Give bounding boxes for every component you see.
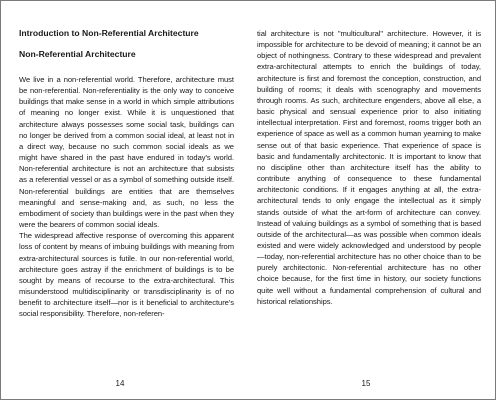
right-page <box>249 1 495 399</box>
chapter-title: Introduction to Non-Referential Architecture <box>19 28 199 38</box>
right-page-text-block <box>257 28 481 307</box>
page-number: 14 <box>115 379 125 388</box>
left-page-text-block <box>19 28 234 319</box>
body-paragraph: We live in a non-referential world. Therefore, architecture must be non-referential. Non-referentiality is the only way to conceive buildings that make sense in a world in which simple attributions of meaning no longer exist. While it is unquestioned that architecture always possesses some social task, buildings can no longer be derived from a common social ideal, at least not in a direct way, because no such common social ideals as we might have shared in the past have endured in today's world. Non-referential architecture is not an architecture that subsists as a referential vessel or as a symbol of something outside itself. Non-referential buildings are entities that are themselves meaningful and sense-making and, as such, no less the embodiment of society than buildings were in the past when they were the bearers of common social ideals. <box>19 75 234 230</box>
page-number: 15 <box>361 379 371 388</box>
body-paragraph: tial architecture is not "multicultural" architecture. However, it is impossible for architecture to be devoid of meaning; it cannot be an object of nothingness. Contrary to these widespread and prevalent extra-architectural attempts to enrich the buildings of today, architecture is first and foremost the conception, construction, and building of rooms; it deals with scenography and movements through rooms. As such, architecture engenders, above all else, a basic physical and sensual experience prior to also initiating intellectual interpretation. First and foremost, rooms trigger both an experience of space as well as a common human yearning to make sense out of that basic experience. That experience of space is basic and fundamentally architectonic. It is important to know that no discipline other than architecture itself has the ability to contribute anything of consequence to these fundamental architectonic conditions. If it engages anything at all, the extra-architectural tends to only engage the intellectual as it simply stands outside of what the art-form of architecture can convey. Instead of valuing buildings as a symbol of something that is based outside of the architectural—as was possible when common ideals existed and were widely acknowledged and understood by people—today, non-referential architecture has no other choice than to be purely architectonic. Non-referential architecture has no other choice because, for the first time in history, our society functions quite well without a fundamental comprehension of cultural and historical relationships. <box>257 29 481 306</box>
body-paragraph: The widespread affective response of overcoming this apparent loss of content by means of imbuing buildings with meaning from extra-architectural sources is futile. In our non-referential world, architecture goes astray if the enrichment of buildings is to be sought by means of recourse to the extra-architectural. This misunderstood multidisciplinarity or transdisciplinarity is of no benefit to architecture itself—nor is it beneficial to architecture's social responsibility. Therefore, non-referen- <box>19 231 234 319</box>
left-page <box>1 1 248 399</box>
section-title: Non-Referential Architecture <box>19 49 136 59</box>
